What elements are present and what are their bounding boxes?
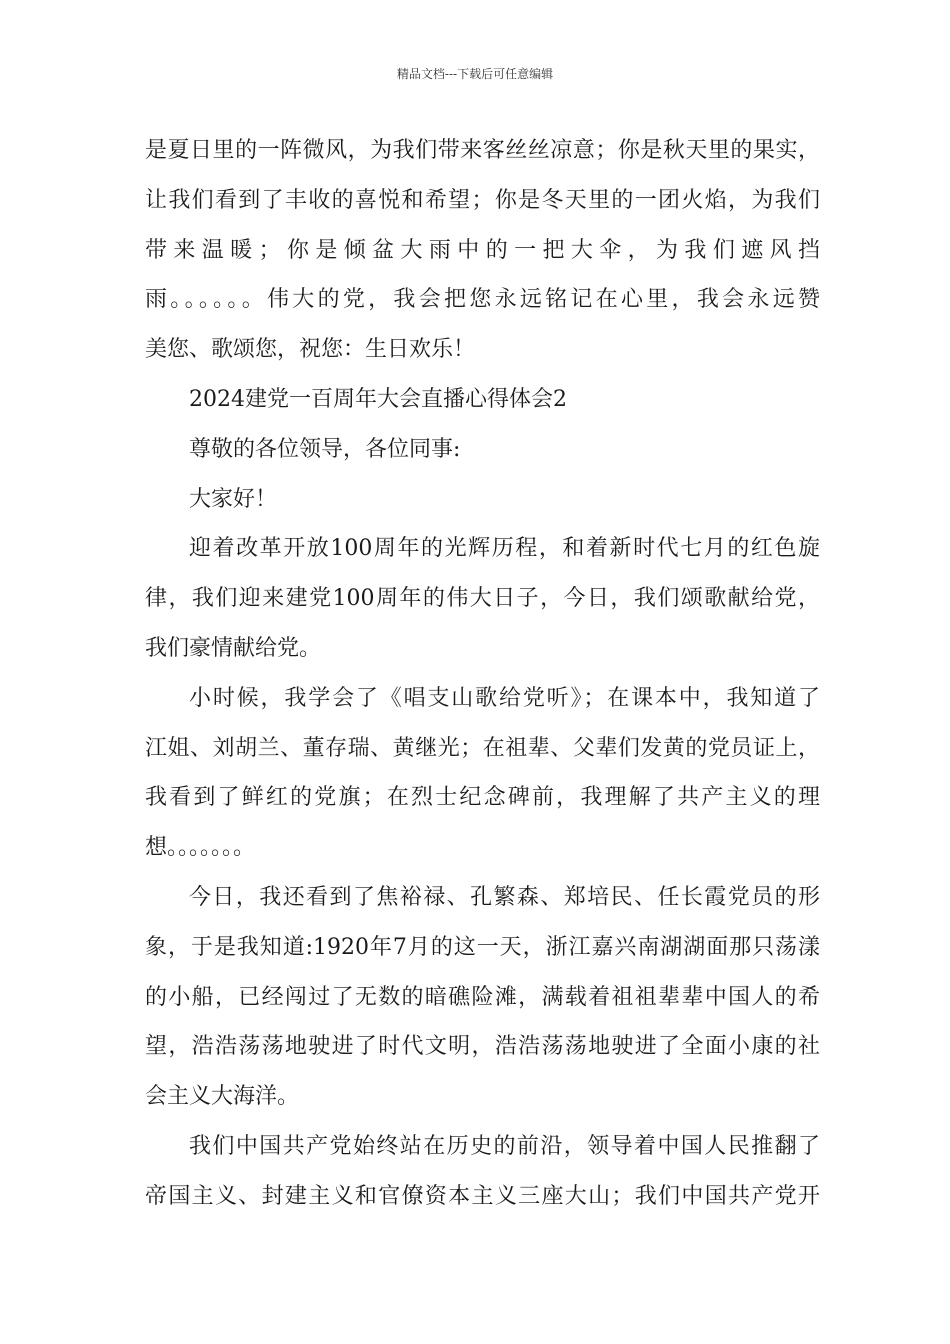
text-line: 雨。。。。。。伟大的党，我会把您永远铭记在心里，我会永远赞 <box>145 287 820 313</box>
text-line: 江姐、刘胡兰、董存瑞、黄继光；在祖辈、父辈们发黄的党员证上， <box>145 735 820 761</box>
text-line: 帝国主义、封建主义和官僚资本主义三座大山；我们中国共产党开 <box>145 1183 820 1209</box>
text-line: 望，浩浩荡荡地驶进了时代文明，浩浩荡荡地驶进了全面小康的社 <box>145 1034 820 1060</box>
document-body <box>145 126 820 1222</box>
section-title <box>145 375 820 425</box>
text-line: 2024建党一百周年大会直播心得体会2 <box>189 386 567 412</box>
text-line: 带来温暖；你是倾盆大雨中的一把大伞，为我们遮风挡 <box>145 237 820 263</box>
text-line: 小时候，我学会了《唱支山歌给党听》；在课本中，我知道了 <box>189 685 820 711</box>
text-line: 大家好！ <box>189 486 278 512</box>
text-line: 会主义大海洋。 <box>145 1084 300 1110</box>
paragraph <box>145 524 820 673</box>
text-line: 今日，我还看到了焦裕禄、孔繁森、郑培民、任长霞党员的形 <box>189 884 820 910</box>
text-line: 让我们看到了丰收的喜悦和希望；你是冬天里的一团火焰，为我们 <box>145 187 820 213</box>
text-line: 美您、歌颂您，祝您：生日欢乐！ <box>145 337 476 363</box>
paragraph <box>145 126 820 375</box>
paragraph <box>145 873 820 1122</box>
page-header: 精品文档---下载后可任意编辑 <box>396 67 554 81</box>
paragraph <box>145 1122 820 1222</box>
text-line: 我看到了鲜红的党旗；在烈士纪念碑前，我理解了共产主义的理 <box>145 785 820 811</box>
text-line: 我们豪情献给党。 <box>145 635 322 661</box>
text-line: 律，我们迎来建党100周年的伟大日子，今日，我们颂歌献给党， <box>145 586 820 612</box>
paragraph <box>145 674 820 873</box>
text-line: 是夏日里的一阵微风，为我们带来客丝丝凉意；你是秋天里的果实， <box>145 138 820 163</box>
text-line: 想。。。。。。。 <box>145 835 256 861</box>
text-line: 尊敬的各位领导，各位同事: <box>189 436 461 462</box>
salutation <box>145 425 820 475</box>
text-line: 迎着改革开放100周年的光辉历程，和着新时代七月的红色旋 <box>189 536 820 562</box>
text-line: 我们中国共产党始终站在历史的前沿，领导着中国人民推翻了 <box>189 1133 820 1159</box>
greeting <box>145 475 820 525</box>
text-line: 的小船，已经闯过了无数的暗礁险滩，满载着祖祖辈辈中国人的希 <box>145 984 820 1010</box>
text-line: 象，于是我知道:1920年7月的这一天，浙江嘉兴南湖湖面那只荡漾 <box>145 934 820 960</box>
